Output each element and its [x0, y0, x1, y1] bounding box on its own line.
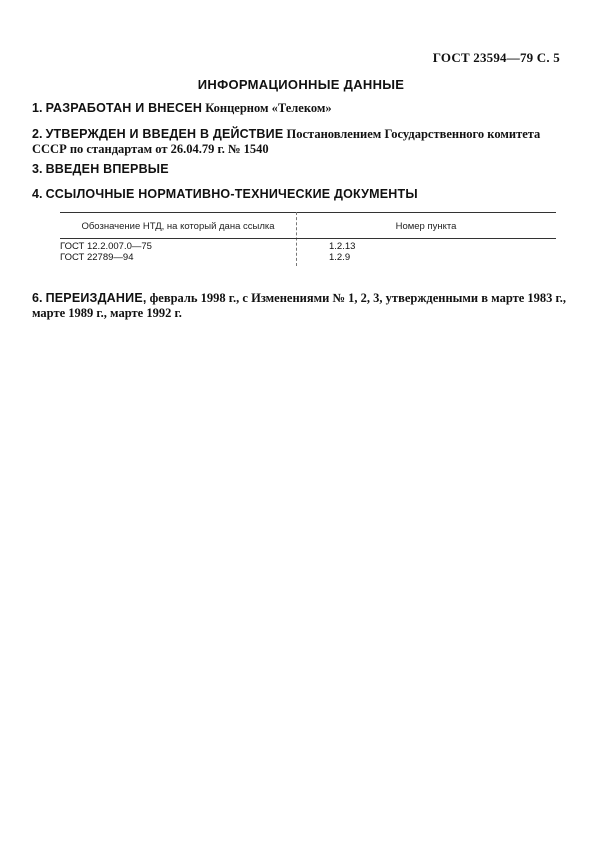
item-text: Концерном «Телеком» [205, 101, 332, 115]
table-row [60, 241, 556, 252]
page-header: ГОСТ 23594—79 С. 5 [432, 50, 560, 65]
item-heading: РАЗРАБОТАН И ВНЕСЕН [45, 101, 203, 115]
info-item-1 [32, 101, 572, 116]
item-number: 4. [32, 187, 43, 201]
info-item-4 [32, 187, 572, 202]
table-cell-clause: 1.2.9 [329, 252, 351, 263]
table-header-document: Обозначение НТД, на который дана ссылка [81, 221, 275, 232]
item-heading: ВВЕДЕН ВПЕРВЫЕ [45, 162, 169, 176]
item-number: 2. [32, 127, 43, 141]
item-number: 3. [32, 162, 43, 176]
table-cell-document: ГОСТ 12.2.007.0—75 [60, 241, 152, 252]
table-top-rule [60, 212, 556, 213]
item-number: 6. [32, 291, 43, 305]
table-header-rule [60, 238, 556, 239]
item-text: Постановлением Государственного комитета СССР по стандартам от 26.04.79 г. № 1540 [32, 127, 541, 156]
table-row [60, 252, 556, 263]
item-heading: УТВЕРЖДЕН И ВВЕДЕН В ДЕЙСТВИЕ [45, 127, 284, 141]
table-header-clause: Номер пункта [395, 221, 457, 232]
item-text: февраль 1998 г., с Изменениями № 1, 2, 3, утвержденными в марте 1983 г., марте 1989 г., марте 1992 г. [32, 291, 567, 320]
table-cell-document: ГОСТ 22789—94 [60, 252, 134, 263]
item-heading: ССЫЛОЧНЫЕ НОРМАТИВНО-ТЕХНИЧЕСКИЕ ДОКУМЕНТЫ [45, 187, 418, 201]
document-title: ИНФОРМАЦИОННЫЕ ДАННЫЕ [197, 77, 405, 92]
item-number: 1. [32, 101, 43, 115]
item-heading: ПЕРЕИЗДАНИЕ, [45, 291, 147, 305]
info-item-3 [32, 162, 572, 177]
info-item-6 [32, 291, 572, 321]
table-cell-clause: 1.2.13 [329, 241, 356, 252]
info-item-2 [32, 127, 572, 157]
